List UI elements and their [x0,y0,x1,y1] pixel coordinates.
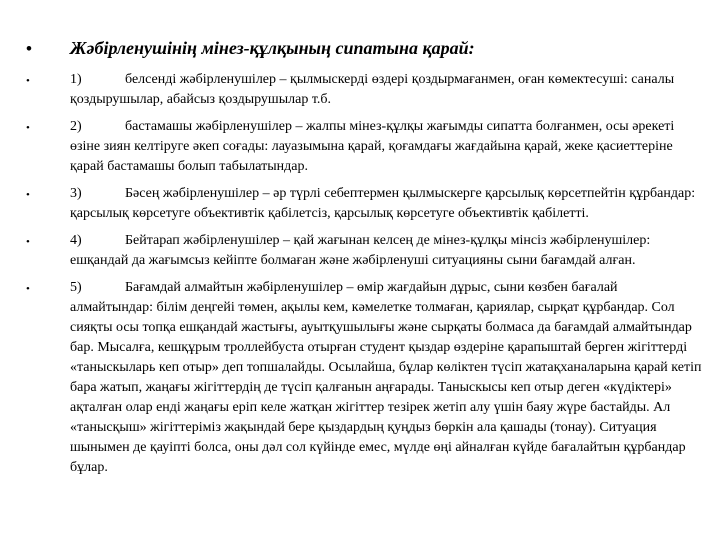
list-item-1 [26,70,704,110]
item-body: Бәсең жәбірленушілер – әр түрлі себептермен қылмыскерге қарсылық көрсетпейтін құрбандар: қарсылық көрсетуге объективтік қабілетсіз, қарсылық көрсетуге объективтік қабілетті. [70,186,696,221]
bullet-icon: • [26,283,30,295]
item-body: Бейтарап жәбірленушілер – қай жағынан келсең де мінез-құлқы мінсіз жәбірленушілер: ешқандай да жағымсыз кейіпте болмаған және жәбірленуші ситуацияны сыни бағамдай алған. [70,233,651,268]
item-number: 3) [70,186,82,201]
item-body: Бағамдай алмайтын жәбірленушілер – өмір жағдайын дұрыс, сыни көзбен бағалай алмайтындар: білім деңгейі төмен, ақылы кем, кәмелетке толмаған, қариялар, сырқат құрбандар. Сол сияқты осы топқа ешқандай жастығы, ауытқушылығы және сырқаты болмаса да бағамдай алмайтындар бар. Мысалға, кешқұрым троллейбуста отырған студент қыздар өздеріне қарапыштай берген жігіттерді «таныскыларь кеп отыр» деп топшалайды. Осылайша, бұлар көліктен түсіп жатақханаларына қарай кетіп бара жатып, жаңағы жігіттердің де түсіп қалғанын аңғарады. Таныскысы кеп отыр деген «күдіктері» ақталған олар енді жаңағы еріп келе жатқан жігіттер тезірек жетіп алу үшін баяу жүре бастайды. Ал «танысқыш» жігіттеріміз жақындай бере қыздардың қуңдыз бөркін ала қашады (тонау). Ситуация шынымен де қауіпті болса, оны дәл сол күйінде емес, мүлде өңі айналған күйде бағалайтын құрбандар бұлар. [70,280,702,475]
list-item-2 [26,117,704,177]
bullet-icon: • [26,189,30,201]
slide-heading: Жәбірленушінің мінез-құлқының сипатына қарай: [70,38,475,58]
item-number: 5) [70,280,82,295]
list-item-3 [26,184,704,224]
item-number: 4) [70,233,82,248]
heading-row [26,38,704,59]
bullet-icon: • [26,75,30,87]
item-body: бастамашы жәбірленушілер – жалпы мінез-құлқы жағымды сипатта болғанмен, осы әрекеті өзіне зиян келтіруге әкеп соғады: лауазымына қарай, қоғамдағы жағдайына қарай, жеке қасиеттеріне қарай бастамашы болып табылатындар. [70,119,675,174]
bullet-icon: • [26,122,30,134]
bullet-icon: • [26,236,30,248]
list-item-text [70,184,704,224]
heading-bullet: • [26,39,32,58]
list-item-text [70,231,704,271]
item-body: белсенді жәбірленушілер – қылмыскерді өздері қоздырмағанмен, оған көмектесуші: саналы қоздырушылар, абайсыз қоздырушылар т.б. [70,72,675,107]
item-number: 2) [70,119,82,134]
list-item-4 [26,231,704,271]
item-number: 1) [70,72,82,87]
list-item-text [70,117,704,177]
list-item-text [70,278,704,478]
list-item-text [70,70,704,110]
list-item-5 [26,278,704,478]
